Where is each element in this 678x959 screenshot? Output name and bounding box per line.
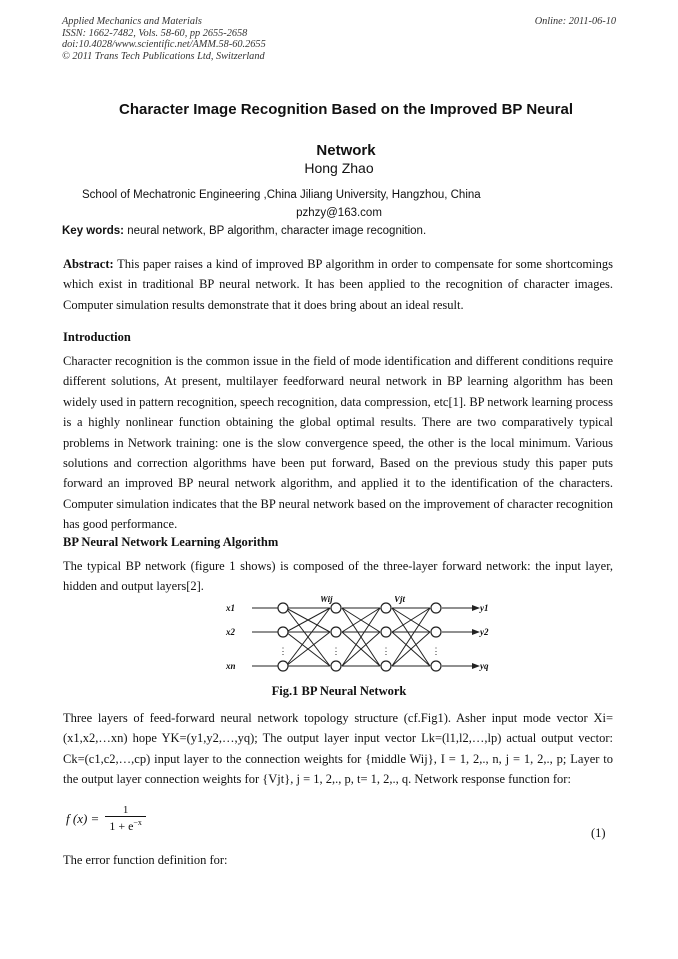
journal-name: Applied Mechanics and Materials xyxy=(62,16,202,27)
bp-intro-paragraph: The typical BP network (figure 1 shows) is composed of the three-layer forward network: the input layer, hidden and output layers[2]. xyxy=(63,559,613,594)
hidden-node xyxy=(381,603,391,613)
equation-1 xyxy=(66,804,146,834)
abstract-label: Abstract: xyxy=(63,257,114,271)
section-heading-bp-algorithm: BP Neural Network Learning Algorithm xyxy=(63,535,279,549)
label-output-q: yq xyxy=(480,661,489,671)
label-output-1: y1 xyxy=(480,603,489,613)
journal-info xyxy=(62,16,616,62)
output-node xyxy=(431,627,441,637)
hidden-node xyxy=(331,661,341,671)
equation-fraction xyxy=(105,804,146,834)
equation-number: (1) xyxy=(591,826,606,840)
label-input-n: xn xyxy=(226,661,236,671)
introduction-paragraph: Character recognition is the common issue in the field of mode identification and different conditions require different solutions, At present, multilayer feedforward neural network in BP learning algorithm has been widely used in pattern recognition, speech recognition, data compression, etc[1]. BP network learning process is a highly nonlinear function obtaining the global optimal results. There are two comparatively typical problems in Network training: one is the slow convergence speed, the other is the local minimum. Various solutions and correction algorithms have been put forward, Based on the previous study this paper puts forward an improved BP neural network algorithm, and applied it to the identification of the characters. Computer simulation indicates that the BP neural network based on the improvement of character recognition has good performance. xyxy=(63,354,613,532)
input-node xyxy=(278,627,288,637)
topology-paragraph: Three layers of feed-forward neural network topology structure (cf.Fig1). Asher input mode vector Xi=(x1,x2,…xn) hope YK=(y1,y2,…,yq); The output layer input vector Lk=(l1,l2,…,lp) actual output vector: Ck=(c1,c2,…,cp) input layer to the connection weights for {middle Wij}, I = 1, 2,., n, j = 1, 2,., p; Layer to the output layer connection weights for {Vjt}, j = 1, 2,., p, t= 1, 2,., q. Network response function for: xyxy=(63,711,613,787)
svg-text:⋮: ⋮ xyxy=(278,646,288,656)
label-weight-v: Vjt xyxy=(394,596,406,604)
label-input-2: x2 xyxy=(226,627,235,637)
input-node xyxy=(278,661,288,671)
author-email: pzhzy@163.com xyxy=(296,207,382,219)
copyright-line: © 2011 Trans Tech Publications Ltd, Switzerland xyxy=(62,50,265,62)
author-affiliation: School of Mechatronic Engineering ,China Jiliang University, Hangzhou, China xyxy=(82,189,481,201)
doi-line: doi:10.4028/www.scientific.net/AMM.58-60.2655 xyxy=(62,39,266,51)
keywords-text: neural network, BP algorithm, character image recognition. xyxy=(124,225,427,237)
label-output-2: y2 xyxy=(480,627,489,637)
equation-exponent: −x xyxy=(133,818,142,827)
hidden-node xyxy=(381,661,391,671)
figure-labels xyxy=(225,596,489,671)
label-input-1: x1 xyxy=(226,603,235,613)
bp-network-figure xyxy=(222,596,494,678)
paper-title xyxy=(62,89,630,171)
section-heading-introduction: Introduction xyxy=(63,330,131,344)
output-node xyxy=(431,661,441,671)
hidden-node xyxy=(331,627,341,637)
keywords-label: Key words: xyxy=(62,225,124,237)
abstract-text: This paper raises a kind of improved BP algorithm in order to compensate for some shortcomings which exist in traditional BP neural network. It has been applied to the recognition of character images. Computer simulation results demonstrate that it does bring about an ideal result. xyxy=(63,257,613,312)
network-nodes xyxy=(278,603,441,671)
svg-text:⋮: ⋮ xyxy=(381,646,391,656)
issn-line: ISSN: 1662-7482, Vols. 58-60, pp 2655-2658 xyxy=(62,27,248,39)
paper-title-line-1: Character Image Recognition Based on the Improved BP Neural xyxy=(119,101,573,118)
output-node xyxy=(431,603,441,613)
label-weight-w: Wij xyxy=(320,596,333,604)
abstract xyxy=(63,254,613,315)
journal-header xyxy=(62,16,616,62)
equation-denominator-base: 1 + e xyxy=(109,819,134,833)
error-function-text: The error function definition for: xyxy=(63,853,228,867)
network-arrowheads xyxy=(472,605,480,669)
equation-denominator xyxy=(105,816,146,834)
equation-lhs: f (x) = xyxy=(66,811,100,826)
input-node xyxy=(278,603,288,613)
author-name: Hong Zhao xyxy=(304,160,374,176)
paper-title-line-2: Network xyxy=(316,142,376,159)
hidden-node xyxy=(381,627,391,637)
keywords xyxy=(62,225,426,237)
online-date: Online: 2011-06-10 xyxy=(534,16,616,27)
hidden-node xyxy=(331,603,341,613)
svg-text:⋮: ⋮ xyxy=(431,646,441,656)
equation-numerator: 1 xyxy=(122,804,129,816)
svg-text:⋮: ⋮ xyxy=(331,646,341,656)
figure-caption: Fig.1 BP Neural Network xyxy=(271,684,407,698)
